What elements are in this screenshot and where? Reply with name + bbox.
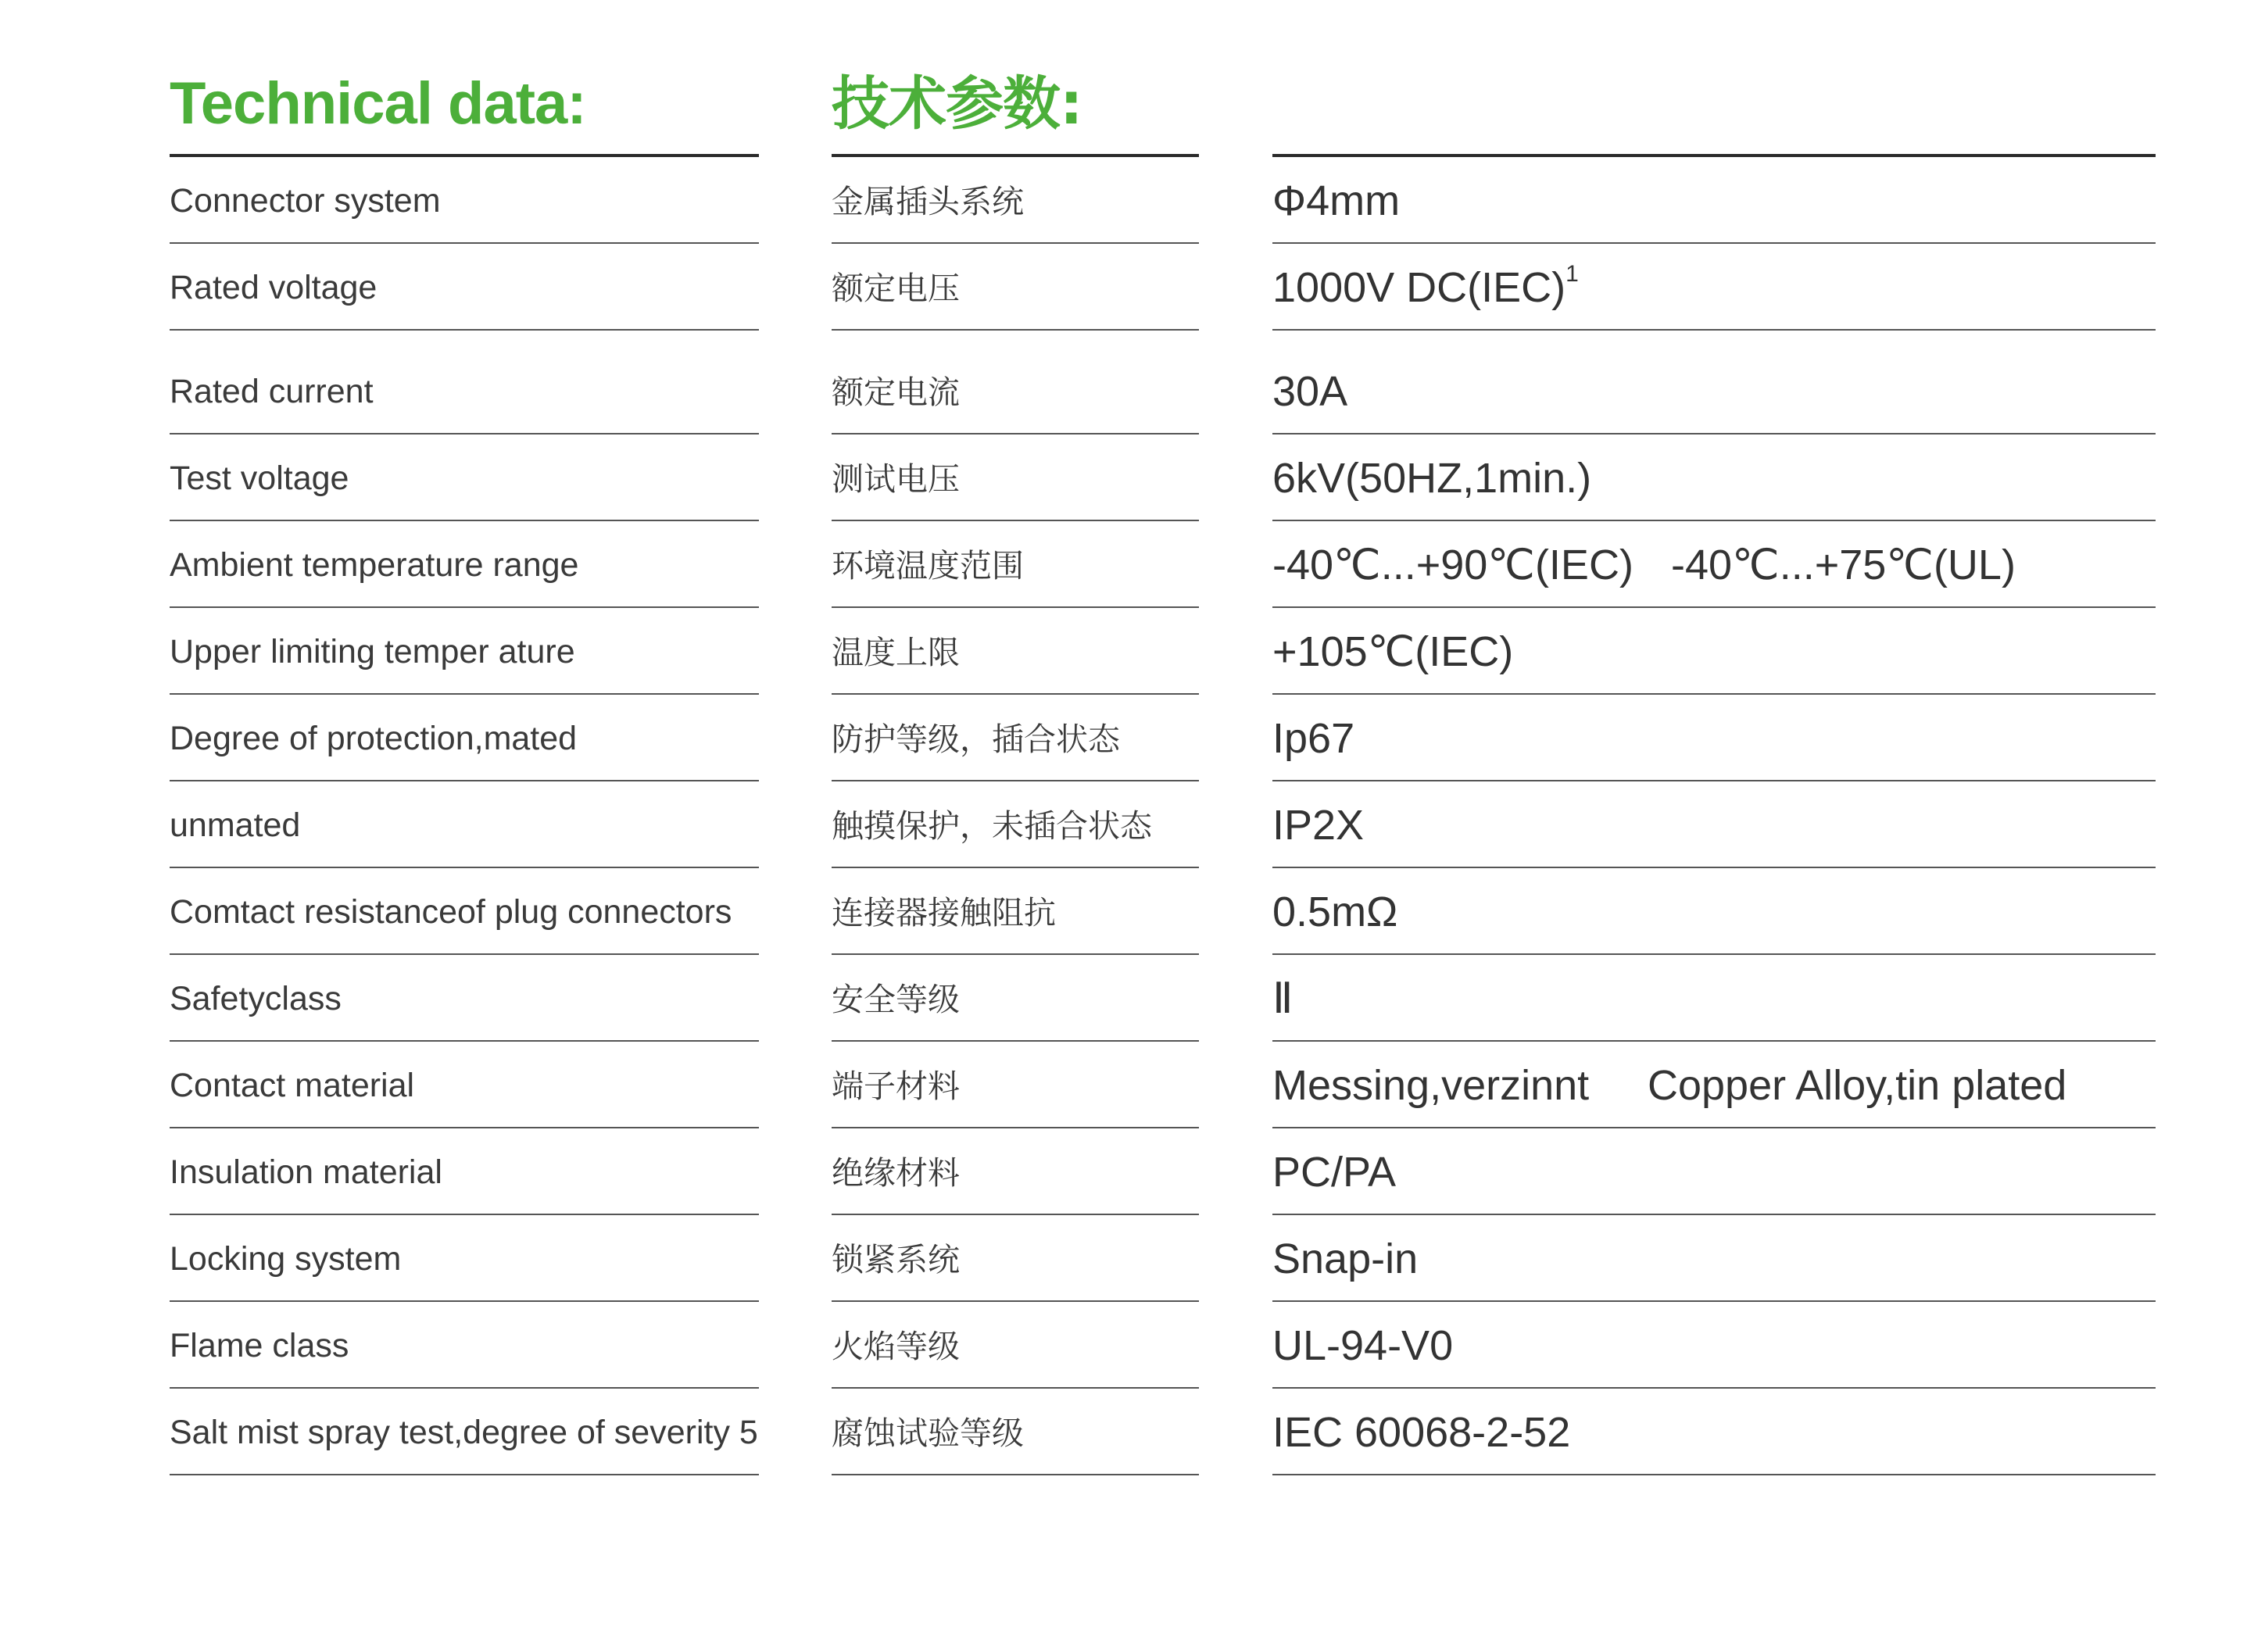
- spec-value-secondary: -40℃...+75℃(UL): [1671, 542, 2016, 588]
- spec-value: IEC 60068-2-52: [1272, 1409, 1571, 1456]
- table-row: [1272, 331, 2156, 434]
- table-row: [832, 1389, 1199, 1475]
- table-row: [1272, 955, 2156, 1042]
- table-row: [170, 434, 759, 521]
- spec-label-en: Rated voltage: [170, 269, 378, 306]
- table-row: [170, 695, 759, 781]
- spec-label-en: Insulation material: [170, 1153, 442, 1191]
- spec-label-en: Safetyclass: [170, 980, 342, 1017]
- spec-label-zh: 绝缘材料: [832, 1154, 960, 1192]
- spec-value-secondary: Copper Alloy,tin plated: [1648, 1062, 2067, 1109]
- value-rows: [1272, 157, 2156, 1475]
- spec-label-zh: 防护等级，插合状态: [832, 721, 1120, 758]
- spec-label-en: Connector system: [170, 182, 441, 220]
- table-row: [170, 1302, 759, 1389]
- spec-label-zh: 金属插头系统: [832, 183, 1024, 220]
- spec-label-zh: 额定电流: [832, 374, 960, 411]
- spec-value: 6kV(50HZ,1min.): [1272, 455, 1592, 502]
- spec-value: UL-94-V0: [1272, 1322, 1454, 1369]
- spec-label-zh: 锁紧系统: [832, 1241, 960, 1278]
- table-row: [170, 955, 759, 1042]
- spec-value: [1272, 261, 1579, 312]
- table-row: [832, 868, 1199, 955]
- spec-value: -40℃...+90℃(IEC): [1272, 542, 1633, 588]
- table-row: [832, 608, 1199, 695]
- spec-value: +105℃(IEC): [1272, 628, 1514, 675]
- table-row: [170, 781, 759, 868]
- spec-label-zh: 环境温度范围: [832, 547, 1024, 585]
- spec-label-zh: 测试电压: [832, 460, 960, 498]
- spec-label-zh: 额定电压: [832, 270, 960, 307]
- table-row: [832, 157, 1199, 244]
- heading-chinese: 技术参数:: [832, 70, 1082, 138]
- spec-label-en: Ambient temperature range: [170, 546, 579, 584]
- heading-english: Technical data:: [170, 70, 586, 137]
- table-row: [170, 331, 759, 434]
- spec-label-en: Contact material: [170, 1067, 415, 1104]
- table-row: [832, 521, 1199, 608]
- table-row: [170, 1215, 759, 1302]
- spec-label-en: Upper limiting temper ature: [170, 633, 575, 670]
- spec-label-zh: 腐蚀试验等级: [832, 1414, 1024, 1452]
- table-row: [832, 244, 1199, 331]
- spec-value: 30A: [1272, 368, 1348, 415]
- spec-label-en: Degree of protection,mated: [170, 720, 578, 757]
- spec-label-en: Test voltage: [170, 459, 349, 497]
- footnote-marker: 1: [1565, 261, 1579, 287]
- table-row: [832, 1042, 1199, 1128]
- table-row: [1272, 1128, 2156, 1215]
- table-row: [1272, 695, 2156, 781]
- table-row: [832, 331, 1199, 434]
- table-row: [1272, 1302, 2156, 1389]
- table-row: [170, 868, 759, 955]
- table-row: [1272, 521, 2156, 608]
- spec-value: PC/PA: [1272, 1149, 1397, 1196]
- english-rows: [170, 157, 759, 1475]
- table-row: [1272, 1215, 2156, 1302]
- spec-label-zh: 安全等级: [832, 981, 960, 1018]
- spec-value-text: 1000V DC(IEC): [1272, 264, 1566, 311]
- spec-label-en: Salt mist spray test,degree of severity 5: [170, 1414, 758, 1451]
- spec-label-en: Flame class: [170, 1327, 349, 1364]
- spec-label-zh: 连接器接触阻抗: [832, 894, 1056, 931]
- spec-label-zh: 触摸保护，未插合状态: [832, 807, 1152, 845]
- table-row: [1272, 434, 2156, 521]
- spec-label-zh: 火焰等级: [832, 1328, 960, 1365]
- table-row: [832, 955, 1199, 1042]
- spec-value: 0.5mΩ: [1272, 889, 1398, 935]
- spec-label-zh: 温度上限: [832, 634, 960, 671]
- spec-value: Φ4mm: [1272, 177, 1401, 224]
- table-row: [832, 695, 1199, 781]
- table-row: [832, 1302, 1199, 1389]
- table-row: [1272, 781, 2156, 868]
- spec-value: IP2X: [1272, 802, 1365, 849]
- table-row: [170, 521, 759, 608]
- table-row: [1272, 157, 2156, 244]
- table-row: [170, 1042, 759, 1128]
- table-row: [170, 608, 759, 695]
- spec-label-en: Comtact resistanceof plug connectors: [170, 893, 732, 931]
- table-row: [170, 157, 759, 244]
- table-row: [832, 434, 1199, 521]
- spec-value: Messing,verzinnt: [1272, 1062, 1590, 1109]
- table-row: [170, 1128, 759, 1215]
- table-row: [170, 244, 759, 331]
- table-row: [1272, 1042, 2156, 1128]
- spec-value: Ⅱ: [1272, 975, 1294, 1022]
- table-row: [170, 1389, 759, 1475]
- table-row: [1272, 868, 2156, 955]
- table-row: [832, 781, 1199, 868]
- table-row: [1272, 608, 2156, 695]
- table-row: [832, 1215, 1199, 1302]
- table-row: [1272, 1389, 2156, 1475]
- spec-label-zh: 端子材料: [832, 1067, 960, 1105]
- spec-label-en: unmated: [170, 806, 301, 844]
- table-row: [832, 1128, 1199, 1215]
- chinese-rows: [832, 157, 1199, 1475]
- table-row: [1272, 244, 2156, 331]
- spec-label-en: Locking system: [170, 1240, 402, 1278]
- spec-value: Snap-in: [1272, 1235, 1419, 1282]
- spec-value: Ip67: [1272, 715, 1355, 762]
- spec-label-en: Rated current: [170, 373, 374, 410]
